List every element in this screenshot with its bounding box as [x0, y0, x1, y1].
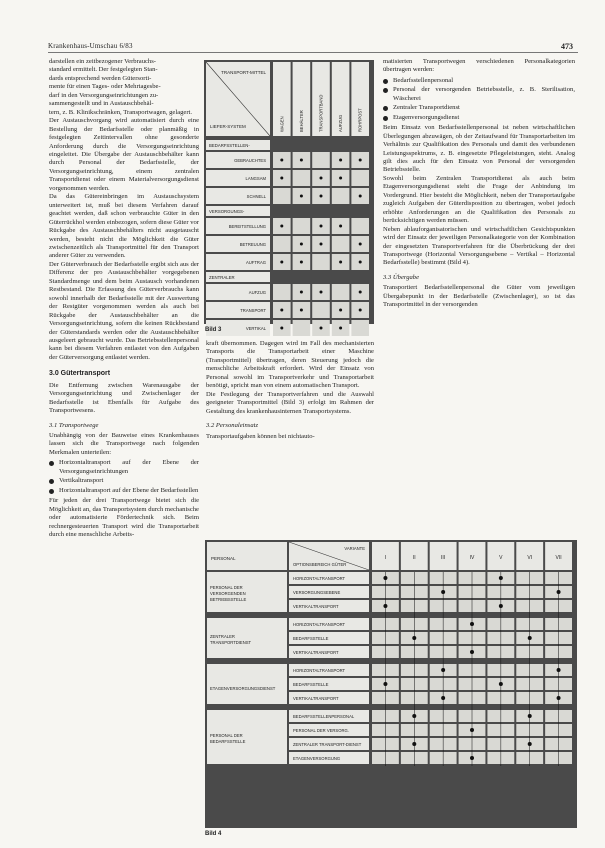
intro-line-2: standard ermittelt. Der festgelegten Stan- [49, 66, 158, 74]
row-label: SCHNELL [246, 194, 266, 199]
matrix-cell [312, 302, 330, 318]
row-label: BETREUUNG [239, 242, 266, 247]
row-label: BEREITSTELLUNG [228, 224, 266, 229]
matrix-cell [332, 284, 350, 300]
matrix-dot [280, 177, 283, 180]
row-label: TRANSPORT [240, 308, 266, 313]
row-label: VERTIKALTRANSPORT [293, 604, 339, 609]
matrix-dot [359, 243, 362, 246]
row-label: HORIZONTALTRANSPORT [293, 622, 346, 627]
matrix-dot [339, 261, 342, 264]
variant-header-label: VI [527, 555, 533, 561]
variant-header-label: IV [469, 555, 475, 561]
paragraph: Beim Einsatz von Bedarfsstellenpersonal ist neben wirtschaftlichen Überlegungen abzuwägen, ob der Zeitaufwand für Transportarbeiten im Verhältnis zur Qualifikation des Personals und damit des verbundenen Leistungsspektrums, z. B. eingesetzte Pflegeleistungen, steht. Analog gilt dies auch für den Einsatz von Personal der versorgenden Betriebsstelle. [383, 124, 575, 174]
bild-4-matrix [205, 540, 577, 828]
paragraph: Die Festlegung der Transportverfahren und die Auswahl geeigneter Transportmittel (Bild 3) erfolgt im Rahmen der Gestaltung des krankenhausinternen Transportsystems. [206, 390, 374, 415]
list-item: Horizontaltransport auf der Ebene der Versorgungseinrichtungen [49, 459, 199, 476]
group-label: PERSONAL DER [210, 585, 243, 590]
group-label: VERSORGENDEN [210, 591, 246, 596]
matrix-dot [339, 159, 342, 162]
column-2 [206, 340, 374, 441]
matrix-dot [320, 243, 323, 246]
column-header-label: TRANSPORTBAND [318, 94, 324, 132]
row-label: BEDARFSSTELLE [293, 636, 329, 641]
matrix-dot [300, 261, 303, 264]
bullet-icon [49, 479, 54, 484]
variant-header-label: III [441, 555, 446, 561]
paragraph: kraft übernommen. Dagegen wird im Fall des mechanisierten Transports die Transportarbeit einer Maschine (Transportmittel) übertragen, deren Steuerung jedoch die menschliche Arbeitskraft erfordert. Wird der Einsatz von Personal sowohl im Transportverkehr und Transportarbeit benötigt, spricht man von einem automatischen Transport. [206, 340, 374, 390]
row-label: ETAGENVERSORGUNG [293, 756, 341, 761]
page-number: 473 [561, 42, 573, 51]
paragraph: Transportiert Bedarfsstellenpersonal die Güter vom jeweiligen Übergabepunkt in der Bedarfsstelle (Zwischenlager), so ist das Transportmittel in der versorgenden [383, 284, 575, 309]
matrix-cell [293, 170, 311, 186]
paragraph: matisierten Transportwegen verschiedenen Personalkategorien übertragen werden: [383, 58, 575, 74]
row-label: BEDARFSSTELLENPERSONAL [293, 714, 355, 719]
list-item: Personal der versorgenden Betriebsstelle, z. B. Sterilisation, Wäscherei [383, 86, 575, 103]
journal-header: Krankenhaus-Umschau 6/83 [48, 42, 133, 50]
bullet-icon [383, 79, 388, 84]
subheading: 3.2 Personaleinsatz [206, 422, 259, 430]
paragraph: Der Güterverbrauch der Bedarfsstelle ergibt sich aus der Differenz der pro Austauschbehälter vorgegebenen Standardmenge und dem beim Austausch vorhandenen Restbestand. Die Erfassung des Güterverbrauchs kann sowohl innerhalb der Bedarfsstelle mit der Auswertung der Restgüter vorgenommen werden als auch bei Rückgabe der Austauschbehälter an die Versorgungseinrichtung, sofern die keinen Rückbestand der Güterstandards werden oder die Austauschbehälter ausgeleert gebraucht wurde. Das Betriebsstellenpersonal kann bei diesem Verfahren entlastet von den Aufgaben der Güterversorgung entlastet werden. [49, 260, 199, 361]
matrix-cell [332, 188, 350, 204]
row-label: PERSONAL DER VERSORG. [293, 728, 349, 733]
matrix-dot [300, 243, 303, 246]
matrix-cell [312, 254, 330, 270]
matrix-cell [351, 170, 369, 186]
figure-bild-4 [205, 540, 577, 828]
matrix-dot [280, 327, 283, 330]
matrix-cell [351, 320, 369, 336]
paragraph: Transportaufgaben können bei nichtauto- [206, 432, 315, 440]
variant-header-label: I [384, 555, 387, 561]
paragraph: Der Austauschvorgang wird automatisiert durch eine Bestellung der Bedarfsstelle oder planmäßig in festgelegten Zeitintervallen ohne gesonderte Anforderung durch die Versorgungseinrichtung eingeleitet. Die Übergabe der Austauschbehälter kann durch Personal der Bedarfsstelle, der Versorgungseinrichtung, einem zentralen Transportdienst oder einem Materialversorgungsdienst vorgenommen werden. [49, 117, 199, 192]
list-item: Horizontaltransport auf der Ebene der Bedarfsstellen [49, 487, 199, 495]
variant-header-label: II [412, 555, 416, 561]
list-item: Zentraler Transportdienst [383, 104, 575, 112]
figure-caption: Bild 4 [205, 831, 222, 837]
row-label: GEBRAUCHTES [234, 158, 266, 163]
row-label: HORIZONTALTRANSPORT [293, 668, 346, 673]
matrix-dot [339, 309, 342, 312]
header-row-label: OPTIONSBEREICH GÜTER [293, 562, 347, 567]
row-label: HORIZONTALTRANSPORT [293, 576, 346, 581]
matrix-dot [300, 195, 303, 198]
matrix-dot [320, 327, 323, 330]
matrix-dot [300, 159, 303, 162]
bullet-icon [383, 116, 388, 121]
paragraph: Sowohl beim Zentralen Transportdienst als auch beim Etagenversorgungsdienst steht die Frage der Anbindung im Vordergrund. Hier besteht die Möglichkeit, neben der Transportaufgabe zugleich Aufgaben der Güterdisposition zu übertragen, wobei jedoch erhöhte Anforderungen an die Qualifikation des Personals zu berücksichtigen werden müssen. [383, 174, 575, 225]
header-top-label: VARIANTE [344, 546, 365, 551]
group-label: PERSONAL DER [210, 733, 243, 738]
matrix-dot [359, 261, 362, 264]
matrix-dot [280, 225, 283, 228]
matrix-dot [359, 159, 362, 162]
column-1 [49, 58, 199, 539]
matrix-dot [280, 309, 283, 312]
header-rule [48, 52, 578, 53]
row-label: VERSORGUNGSEBENE [293, 590, 341, 595]
intro-line-6: sammengestellt und in Austauschbehäl- [49, 100, 154, 108]
matrix-dot [320, 225, 323, 228]
column-header-label: WAGEN [279, 116, 285, 132]
subheading: 3.1 Transportwege [49, 421, 99, 429]
matrix-dot [320, 177, 323, 180]
intro-line-3: dards entsprechend werden Gütersorti- [49, 74, 152, 82]
matrix-dot [300, 291, 303, 294]
row-label: ZENTRALER TRANSPORT-DIENST [293, 742, 362, 747]
row-label: VERTIKAL [245, 326, 266, 331]
row-label: AUFTRAG [245, 260, 266, 265]
group-label: BEDARFSSTELLEN- [209, 143, 250, 148]
group-label: BETRIEBSSTELLE [210, 597, 247, 602]
matrix-cell [273, 284, 291, 300]
matrix-dot [359, 195, 362, 198]
bullet-icon [383, 88, 388, 93]
matrix-dot [359, 309, 362, 312]
list-item: Etagenversorgungsdienst [383, 114, 575, 122]
column-header-label: AUFZUG [338, 114, 344, 132]
group-label: TRANSPORTDIENST [210, 640, 252, 645]
section-heading: 3.0 Gütertransport [49, 370, 111, 378]
row-label: VERTIKALTRANSPORT [293, 650, 339, 655]
row-label: AUFZUG [248, 290, 266, 295]
matrix-cell [273, 236, 291, 252]
column-3 [383, 58, 575, 310]
row-label: LANGSAM [245, 176, 266, 181]
group-label: VERSORGUNGS- [209, 209, 245, 214]
matrix-cell [293, 218, 311, 234]
matrix-cell [351, 218, 369, 234]
variant-header-label: VII [555, 555, 562, 561]
bullet-icon [383, 106, 388, 111]
column-header-label: ROHRPOST [357, 108, 363, 132]
matrix-dot [320, 195, 323, 198]
intro-line-7: tern, z. B. Klinikschränken, Transportwagen, gelagert. [49, 108, 193, 116]
matrix-dot [320, 291, 323, 294]
column-header-label: BEHÄLTER [298, 110, 304, 132]
matrix-dot [339, 177, 342, 180]
matrix-cell [293, 320, 311, 336]
row-label: VERTIKALTRANSPORT [293, 696, 339, 701]
paragraph: Für jeden der drei Transportwege bietet sich die Möglichkeit an, das Transportsystem durch mechanische oder automatisierte Fördertechnik sich. Beim rechnergesteuerten Transport wird die Transportarbeit durch eine menschliche Arbeits- [49, 497, 199, 539]
matrix-dot [359, 291, 362, 294]
matrix-cell [312, 152, 330, 168]
intro-line-5: darf in den Versorgungseinrichtungen zu- [49, 91, 159, 99]
row-label: BEDARFSSTELLE [293, 682, 329, 687]
matrix-dot [339, 327, 342, 330]
intro-line-1: darstellen ein zeitbezogener Verbrauchs- [49, 58, 156, 65]
bullet-list [383, 77, 575, 122]
variant-header-label: V [499, 555, 503, 561]
bullet-icon [49, 461, 54, 466]
group-label: ZENTRALER [209, 275, 235, 280]
group-label: BEDARFSSTELLE [210, 739, 246, 744]
paragraph: Neben ablauforganisatorischen und wirtschaftlichen Gesichtspunkten wird der Einsatz der jeweiligen Personalkategorie von der Kombination der eingesetzten Transportverfahren für die Überbrückung der drei Transportwege (Horizontal Versorgungsebene – Vertikal – Horizontal Bedarfsstelle) bestimmt (Bild 4). [383, 225, 575, 267]
paragraph: Die Entfernung zwischen Warenausgabe der Versorgungseinrichtung und Zwischenlager der Bedarfsstelle ist Ebenfalls für Aufgabe des Transportwesens. [49, 381, 199, 415]
matrix-dot [280, 159, 283, 162]
group-label-cell [207, 664, 287, 704]
intro-line-4: mente für einen Tages- oder Mehrtagesbe- [49, 83, 161, 91]
corner-bottom-label: LIEFER-SYSTEM [210, 124, 246, 129]
matrix-dot [339, 225, 342, 228]
matrix-cell [273, 188, 291, 204]
matrix-dot [300, 309, 303, 312]
list-item: Vertikaltransport [49, 477, 199, 485]
paragraph: Da das Gütereinbringen im Austauschsystem unterweitert ist, muß bei diesem Verfahren darauf geachtet werden, daß schon verbrauchte Güter in den Güterrückhol werden einbezogen, sofern diese Güter vor Rückgabe des Austauschbehälters nicht ausgetauscht werden, besteht nicht die Möglichkeit die Güter zwischenzeitlich als Transportmittel für den Transport anderer Güter zu verwenden. [49, 193, 199, 260]
corner-top-label: TRANSPORT-MITTEL [221, 70, 266, 75]
group-label: ETAGENVERSORGUNGSDIENST [210, 686, 276, 691]
group-label: ZENTRALER [210, 634, 235, 639]
corner-label: PERSONAL [211, 556, 236, 561]
paragraph: Unabhängig von der Bauweise eines Krankenhauses lassen sich die Transportwege nach folgenden Merkmalen unterteilen: [49, 432, 199, 456]
subheading: 3.3 Übergabe [383, 273, 420, 281]
matrix-dot [280, 261, 283, 264]
bullet-list [49, 459, 199, 495]
figure-caption: Bild 3 [205, 327, 222, 333]
bullet-icon [49, 489, 54, 494]
matrix-cell [332, 236, 350, 252]
list-item: Bedarfsstellenpersonal [383, 77, 575, 85]
